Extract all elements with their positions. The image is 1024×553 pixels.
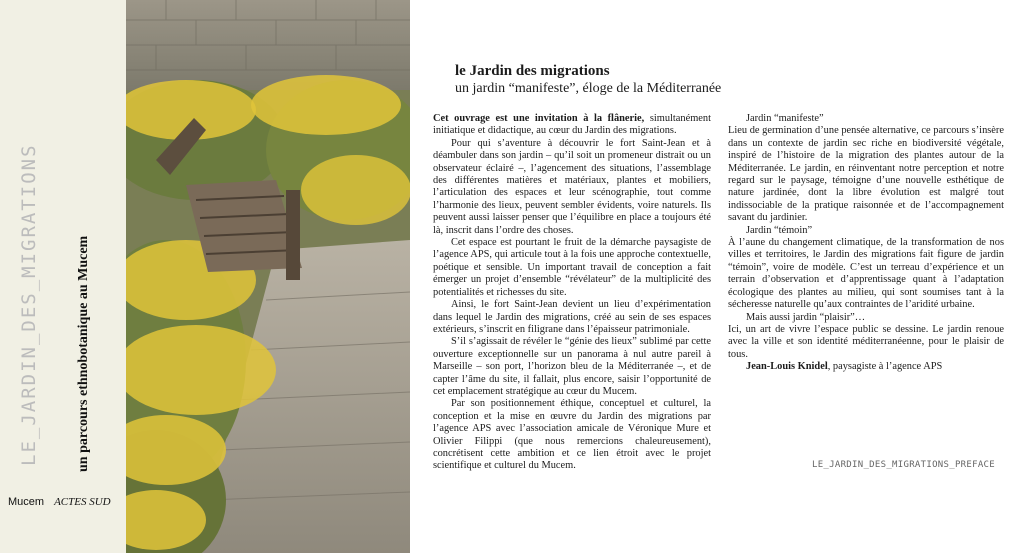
paragraph: Pour qui s’aventure à découvrir le fort Saint-Jean et à déambuler dans son jardin – qu’il soit un promeneur distrait ou un observateur éclairé –, l’agencement des situations, l’assemblage des différentes matières et matériaux, plantes et mobiliers, l’articulation des espaces et leur scénographie, tout comme l’harmonie des lieux, peuvent sembler évidents, voire naturels. Ils peuvent aussi laisser penser que l’équilibre en place a toujours été là, inscrit dans l’ordre des choses. <box>433 137 711 236</box>
spine-subtitle: un parcours ethnobotanique au Mucem <box>76 235 91 472</box>
page-subtitle: un jardin “manifeste”, éloge de la Méditerranée <box>455 81 722 96</box>
paragraph: Par son positionnement éthique, conceptuel et culturel, la conception et la mise en œuvre du Jardin des migrations par l’agence APS avec l’association amicale de Véronique Mure et Olivier Filippi (que nous remercions chaleureusement), concrétisent cette ambition et ce lien étroit avec le projet scientifique et culturel du Mucem. <box>433 398 711 472</box>
mucem-logo: Mucem <box>8 496 45 508</box>
lead-rest: simultanément initiatique et didactique, au cœur du Jardin des migrations. <box>433 113 711 137</box>
publisher-logos <box>8 496 111 508</box>
article-heading <box>455 62 855 97</box>
running-footer: LE_JARDIN_DES_MIGRATIONS_PREFACE <box>812 460 995 470</box>
paragraph: S’il s’agissait de révéler le “génie des lieux” sublimé par cette ouverture exceptionnelle sur un panorama à nul autre pareil à Marseille – son port, l’horizon bleu de la Méditerranée –, et de capter l’âme du site, il fallait, plus encore, saisir l’opportunité de cet emplacement stratégique au cœur du Mucem. <box>433 336 711 397</box>
section-text-manifeste: Lieu de germination d’une pensée alternative, ce parcours s’insère dans un contexte de jardin sec riche en biodiversité végétale, inspiré de l’histoire de la migration des plantes autour de la Méditerranée. Le jardin, en réinventant notre perception et notre regard sur le paysage, témoigne d’une nouvelle esthétique de nature jardinée, dont la libre évolution est malgré tout indissociable de la pratique raisonnée et de l’accompagnement savant du jardinier. <box>728 125 1004 224</box>
lead-paragraph <box>433 113 711 138</box>
text-column-left <box>433 113 711 473</box>
signature <box>728 361 1004 373</box>
text-column-right <box>728 113 1004 374</box>
spine-title: LE_JARDIN_DES_MIGRATIONS <box>18 143 40 466</box>
actes-sud-logo: ACTES SUD <box>54 496 111 508</box>
section-text-plaisir: Ici, un art de vivre l’espace public se dessine. Le jardin renoue avec la ville et son identité méditerranéenne, pour le plaisir de tous. <box>728 323 1004 360</box>
section-heading-manifeste: Jardin “manifeste” <box>746 113 824 124</box>
book-spine <box>0 0 126 553</box>
paragraph: Ainsi, le fort Saint-Jean devient un lieu d’expérimentation dans lequel le Jardin des migrations, créé au sein de ses espaces extérieurs, s’inscrit en filigrane dans l’épaisseur patrimoniale. <box>433 299 711 335</box>
garden-bench-illustration <box>126 0 410 553</box>
signature-name: Jean-Louis Knidel <box>746 361 828 373</box>
garden-photo <box>126 0 410 553</box>
paragraph: Cet espace est pourtant le fruit de la démarche paysagiste de l’agence APS, qui articule tout à la fois une approche contextuelle, poétique et sensible. Un important travail de conception a fait émerger un projet d’ensemble “révélateur” de la multiplicité des potentialités et richesses du site. <box>433 237 711 298</box>
lead-bold: Cet ouvrage est une invitation à la flânerie, <box>433 113 645 124</box>
section-text-temoin: À l’aune du changement climatique, de la transformation de nos villes et territoires, le Jardin des migrations fait figure de jardin “témoin”, voire de modèle. C’est un terreau d’expérience et un terrain d’observation et d’apprentissage quant à l’adaptation écologique des plantes au milieu, qui sont soumises tant à la sécheresse naturelle qu’aux contraintes de l’aridité urbaine. <box>728 237 1004 311</box>
section-heading-plaisir: Mais aussi jardin “plaisir”… <box>746 311 866 323</box>
signature-role: , paysagiste à l’agence APS <box>827 361 943 373</box>
page-title: le Jardin des migrations <box>455 63 610 79</box>
section-heading-temoin: Jardin “témoin” <box>746 224 813 236</box>
